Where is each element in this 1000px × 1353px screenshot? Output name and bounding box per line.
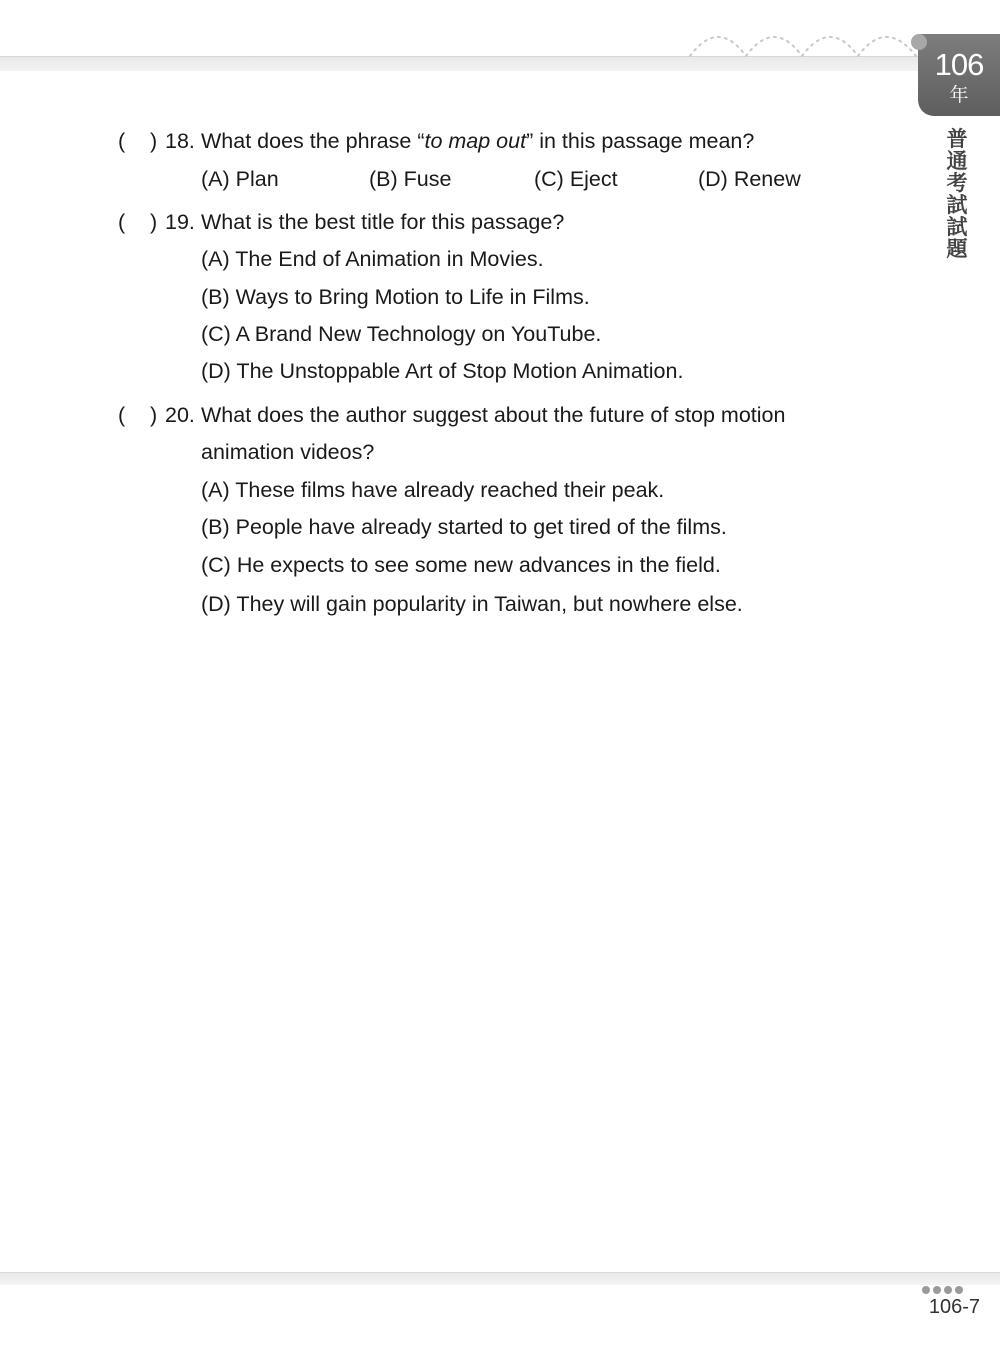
option-b: (B) Fuse	[369, 167, 452, 191]
option-b: (B) Ways to Bring Motion to Life in Films.	[201, 285, 590, 309]
page-number: 106-7	[928, 1296, 980, 1318]
footer-band	[0, 1272, 1000, 1285]
question-number: 18.	[165, 129, 195, 153]
tab-dot-icon	[911, 34, 927, 50]
section-title: 普通考試試題	[946, 127, 968, 261]
dot-icon	[922, 1286, 930, 1294]
dot-icon	[944, 1286, 952, 1294]
answer-paren-open: (	[118, 403, 126, 427]
question-number: 20.	[165, 403, 195, 427]
question-text-start: What does the phrase “	[201, 129, 425, 153]
year-suffix: 年	[949, 84, 969, 106]
option-d: (D) Renew	[698, 167, 801, 191]
option-a: (A) Plan	[201, 167, 279, 191]
question-text	[201, 129, 754, 154]
question-text-line-2: animation videos?	[201, 440, 375, 464]
footer-dots-icon	[922, 1281, 966, 1291]
option-c: (C) Eject	[534, 167, 618, 191]
question-number: 19.	[165, 210, 195, 234]
option-c: (C) A Brand New Technology on YouTube.	[201, 322, 602, 346]
question-text: What is the best title for this passage?	[201, 210, 565, 234]
option-d: (D) The Unstoppable Art of Stop Motion Animation.	[201, 359, 684, 383]
question-text-end: ” in this passage mean?	[526, 129, 755, 153]
dot-icon	[955, 1286, 963, 1294]
option-a: (A) The End of Animation in Movies.	[201, 247, 544, 271]
year-tab	[918, 34, 1000, 116]
question-text-line-1: What does the author suggest about the future of stop motion	[201, 403, 786, 427]
option-d: (D) They will gain popularity in Taiwan, but nowhere else.	[201, 592, 743, 616]
answer-paren-close: )	[150, 403, 158, 427]
answer-paren-open: (	[118, 210, 126, 234]
question-list	[0, 0, 900, 700]
dot-icon	[933, 1286, 941, 1294]
year-number: 106	[934, 47, 984, 82]
question-text-phrase: to map out	[424, 129, 527, 153]
option-b: (B) People have already started to get tired of the films.	[201, 515, 727, 539]
answer-paren-open: (	[118, 129, 126, 153]
answer-paren-close: )	[150, 210, 158, 234]
option-c: (C) He expects to see some new advances in the field.	[201, 553, 721, 577]
option-a: (A) These films have already reached their peak.	[201, 478, 665, 502]
answer-paren-close: )	[150, 129, 158, 153]
